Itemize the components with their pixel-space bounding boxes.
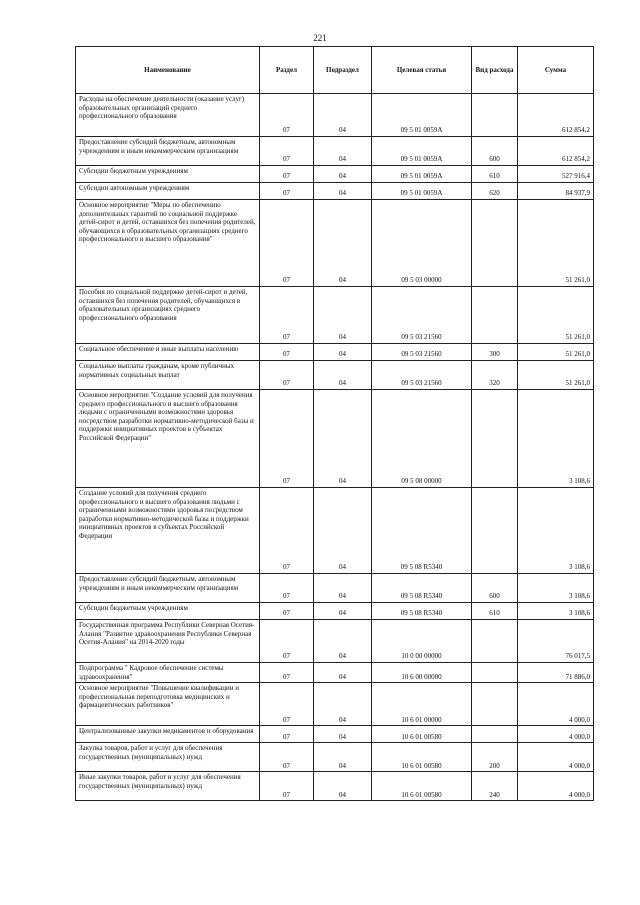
cell-amount: 612 854,2 [518,137,594,166]
cell-expense-type: 600 [472,137,518,166]
cell-amount: 612 854,2 [518,94,594,137]
cell-name: Основное мероприятие "Повышение квалификации и профессиональная переподготовка медицинских и фармацевтических работников" [76,683,260,726]
cell-subsection: 04 [314,137,372,166]
table-row [76,683,594,726]
cell-target: 09 5 01 0059А [372,137,472,166]
cell-amount: 3 108,6 [518,574,594,603]
cell-target: 10 6 01 00580 [372,726,472,743]
cell-amount: 4 000,0 [518,772,594,801]
table-row [76,663,594,683]
cell-name: Государственная программа Республики Северная Осетия-Алания "Развитие здравоохранения Республики Северная Осетия-Алания" на 2014-2020 годы [76,620,260,663]
cell-expense-type [472,200,518,287]
cell-section: 07 [260,166,314,183]
cell-target: 10 6 01 00580 [372,772,472,801]
cell-section: 07 [260,574,314,603]
header-subsection: Подраздел [314,47,372,94]
cell-target: 10 0 00 00000 [372,620,472,663]
cell-expense-type [472,620,518,663]
cell-section: 07 [260,344,314,361]
cell-section: 07 [260,603,314,620]
cell-subsection: 04 [314,361,372,390]
cell-amount: 84 937,9 [518,183,594,200]
table-row [76,488,594,574]
table-row [76,200,594,287]
table-header-row [76,47,594,94]
cell-section: 07 [260,94,314,137]
cell-amount: 3 108,6 [518,390,594,488]
cell-expense-type [472,663,518,683]
header-section: Раздел [260,47,314,94]
cell-amount: 4 000,0 [518,743,594,772]
cell-subsection: 04 [314,94,372,137]
cell-subsection: 04 [314,166,372,183]
cell-subsection: 04 [314,344,372,361]
cell-target: 09 5 08 R5340 [372,603,472,620]
cell-section: 07 [260,183,314,200]
table-row [76,772,594,801]
header-name: Наименование [76,47,260,94]
table-row [76,287,594,344]
cell-target: 09 5 01 0059А [372,94,472,137]
cell-name: Субсидии бюджетным учреждениям [76,603,260,620]
cell-amount: 51 261,0 [518,361,594,390]
cell-amount: 527 916,4 [518,166,594,183]
cell-subsection: 04 [314,574,372,603]
cell-expense-type [472,390,518,488]
cell-name: Создание условий для получения среднего профессионального и высшего образования людьми с ограниченными возможностями здоровья посредством разработки нормативно-методической базы и поддержки инициативных проектов в субъектах Российской Федерации [76,488,260,574]
cell-amount: 51 261,0 [518,200,594,287]
cell-subsection: 04 [314,772,372,801]
cell-subsection: 04 [314,620,372,663]
cell-expense-type [472,726,518,743]
table-row [76,344,594,361]
cell-subsection: 04 [314,663,372,683]
cell-target: 10 6 01 00580 [372,743,472,772]
cell-expense-type: 600 [472,574,518,603]
cell-name: Иные закупки товаров, работ и услуг для обеспечения государственных (муниципальных) нужд [76,772,260,801]
cell-subsection: 04 [314,743,372,772]
cell-expense-type [472,683,518,726]
cell-expense-type: 610 [472,166,518,183]
cell-amount: 4 000,0 [518,726,594,743]
header-amount: Сумма [518,47,594,94]
cell-target: 09 5 08 00000 [372,390,472,488]
page-number: 221 [313,33,327,43]
table-row [76,620,594,663]
cell-expense-type [472,488,518,574]
cell-section: 07 [260,390,314,488]
table-row [76,166,594,183]
cell-section: 07 [260,620,314,663]
cell-name: Подпрограмма " Кадровое обеспечение системы здравоохранения" [76,663,260,683]
table-row [76,726,594,743]
cell-amount: 76 017,5 [518,620,594,663]
header-expense-type: Вид расхода [472,47,518,94]
cell-subsection: 04 [314,603,372,620]
cell-name: Субсидии бюджетным учреждениям [76,166,260,183]
cell-subsection: 04 [314,183,372,200]
cell-target: 10 6 01 00000 [372,683,472,726]
cell-section: 07 [260,743,314,772]
cell-name: Закупка товаров, работ и услуг для обеспечения государственных (муниципальных) нужд [76,743,260,772]
cell-amount: 71 886,0 [518,663,594,683]
cell-amount: 51 261,0 [518,344,594,361]
cell-subsection: 04 [314,488,372,574]
cell-name: Предоставление субсидий бюджетным, автономным учреждениям и иным некоммерческим организациям [76,574,260,603]
cell-expense-type [472,94,518,137]
table-row [76,743,594,772]
cell-target: 10 6 00 00000 [372,663,472,683]
cell-name: Социальное обеспечение и иные выплаты населению [76,344,260,361]
cell-subsection: 04 [314,390,372,488]
cell-name: Предоставление субсидий бюджетным, автономным учреждениям и иным некоммерческим организациям [76,137,260,166]
table-row [76,603,594,620]
cell-section: 07 [260,200,314,287]
cell-amount: 3 108,6 [518,488,594,574]
cell-section: 07 [260,726,314,743]
budget-table [75,46,594,801]
cell-target: 09 5 03 00000 [372,200,472,287]
cell-name: Социальные выплаты гражданам, кроме публичных нормативных социальных выплат [76,361,260,390]
cell-target: 09 5 08 R5340 [372,488,472,574]
table-row [76,390,594,488]
cell-name: Централизованные закупки медикаментов и оборудования [76,726,260,743]
cell-name: Пособия по социальной поддержке детей-сирот и детей, оставшихся без попечения родителей, обучающихся в образовательных организациях среднего профессионального образования [76,287,260,344]
cell-target: 09 5 01 0059А [372,183,472,200]
cell-expense-type [472,287,518,344]
cell-target: 09 5 03 21560 [372,344,472,361]
cell-target: 09 5 01 0059А [372,166,472,183]
cell-section: 07 [260,663,314,683]
cell-amount: 51 261,0 [518,287,594,344]
cell-section: 07 [260,683,314,726]
cell-section: 07 [260,287,314,344]
cell-expense-type: 240 [472,772,518,801]
cell-subsection: 04 [314,726,372,743]
cell-amount: 4 000,0 [518,683,594,726]
table-row [76,183,594,200]
cell-name: Субсидии автономным учреждениям [76,183,260,200]
cell-subsection: 04 [314,683,372,726]
cell-section: 07 [260,361,314,390]
cell-expense-type: 620 [472,183,518,200]
cell-subsection: 04 [314,287,372,344]
cell-name: Основное мероприятие "Меры по обеспечению дополнительных гарантий по социальной поддержке детей-сирот и детей, оставшихся без попечения родителей, обучающихся в образовательных организациях среднего профессионального и высшего образования" [76,200,260,287]
cell-target: 09 5 08 R5340 [372,574,472,603]
table-row [76,361,594,390]
cell-expense-type: 200 [472,743,518,772]
cell-name: Основное мероприятие "Создание условий для получения среднего профессионального и высшего образования людьми с ограниченными возможностями здоровья посредством разработки нормативно-методической базы и поддержки инициативных проектов в субъектах Российской Федерации" [76,390,260,488]
table-row [76,94,594,137]
header-target: Целевая статья [372,47,472,94]
cell-expense-type: 320 [472,361,518,390]
cell-section: 07 [260,488,314,574]
cell-section: 07 [260,137,314,166]
cell-expense-type: 610 [472,603,518,620]
cell-expense-type: 300 [472,344,518,361]
cell-subsection: 04 [314,200,372,287]
cell-name: Расходы на обеспечение деятельности (оказание услуг) образовательных организаций среднего профессионального образования [76,94,260,137]
cell-section: 07 [260,772,314,801]
table-row [76,137,594,166]
cell-amount: 3 108,6 [518,603,594,620]
table-row [76,574,594,603]
cell-target: 09 5 03 21560 [372,287,472,344]
cell-target: 09 5 03 21560 [372,361,472,390]
